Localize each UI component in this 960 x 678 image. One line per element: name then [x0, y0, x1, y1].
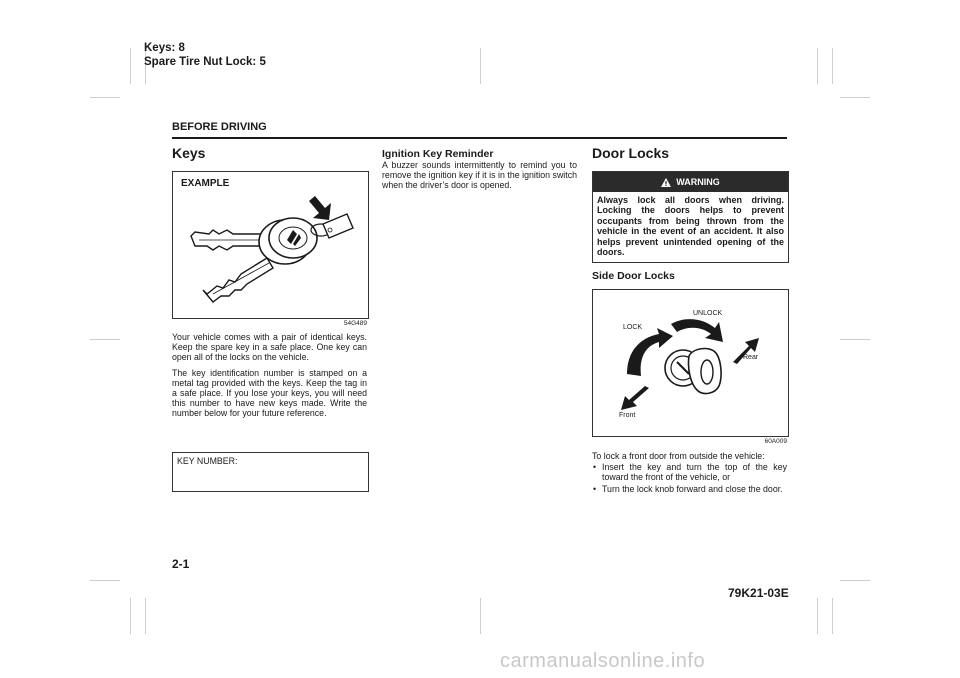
keys-figure-id: 54G489 — [343, 320, 367, 327]
side-door-locks-heading: Side Door Locks — [592, 270, 675, 282]
cross-reference-spare-tire: Spare Tire Nut Lock: 5 — [144, 56, 266, 68]
crop-mark — [145, 598, 146, 634]
crop-mark — [817, 48, 818, 84]
warning-triangle-icon — [661, 178, 671, 187]
crop-mark — [130, 48, 131, 84]
warning-title: WARNING — [676, 177, 720, 187]
crop-mark — [832, 48, 833, 84]
crop-mark — [130, 598, 131, 634]
crop-mark — [840, 97, 870, 98]
figure-label-example: EXAMPLE — [181, 178, 230, 189]
lock-label: LOCK — [623, 324, 643, 331]
list-item: • Insert the key and turn the top of the key toward the front of the vehicle, or — [592, 462, 787, 482]
crop-mark — [840, 339, 870, 340]
door-lock-figure — [592, 289, 789, 437]
list-item: • Turn the lock knob forward and close the door. — [592, 484, 787, 494]
page-number: 2-1 — [172, 557, 190, 571]
crop-mark — [90, 580, 120, 581]
crop-mark — [840, 580, 870, 581]
front-label: Front — [619, 412, 636, 419]
keys-column — [172, 145, 367, 161]
keys-paragraph-2: The key identification number is stamped on a metal tag provided with the keys. Keep the tag in a safe place. If you lose your keys, you will need this number to have new keys made. Write the number below for your future reference. — [172, 367, 367, 419]
crop-mark — [90, 97, 120, 98]
door-locks-heading: Door Locks — [592, 145, 670, 161]
header-rule — [172, 137, 787, 139]
warning-box — [592, 171, 789, 263]
cross-reference-note — [144, 41, 266, 69]
document-code: 79K21-03E — [728, 586, 789, 600]
keys-body — [172, 332, 367, 424]
key-illustration — [173, 172, 368, 318]
ignition-body: A buzzer sounds intermittently to remind you to remove the ignition key if it is in the ignition switch when the driver’s door is opened. — [382, 160, 577, 191]
warning-body: Always lock all doors when driving. Locking the doors helps to prevent occupants from being thrown from the vehicle in the event of an accident. It also helps prevent unintended opening of the doors. — [597, 195, 784, 258]
door-lock-instructions — [592, 451, 787, 495]
crop-mark — [480, 48, 481, 84]
key-number-label: KEY NUMBER: — [177, 456, 238, 466]
cross-reference-keys: Keys: 8 — [144, 42, 185, 54]
keys-heading: Keys — [172, 145, 206, 161]
warning-header — [593, 172, 788, 192]
crop-mark — [832, 598, 833, 634]
door-lock-figure-id: 60A009 — [764, 438, 787, 445]
section-title: BEFORE DRIVING — [172, 121, 267, 133]
ignition-heading: Ignition Key Reminder — [382, 148, 494, 160]
rear-label: Rear — [743, 354, 759, 361]
door-locks-column — [592, 145, 787, 161]
ignition-column — [382, 148, 577, 196]
key-number-box — [172, 452, 369, 492]
crop-mark — [90, 339, 120, 340]
keys-paragraph-1: Your vehicle comes with a pair of identical keys. Keep the spare key in a safe place. One key can open all of the locks on the vehicle. — [172, 332, 367, 363]
unlock-label: UNLOCK — [693, 310, 723, 317]
door-lock-steps — [592, 462, 787, 494]
crop-mark — [817, 598, 818, 634]
door-lock-intro: To lock a front door from outside the vehicle: — [592, 451, 765, 461]
crop-mark — [480, 598, 481, 634]
watermark: carmanualsonline.info — [500, 650, 706, 672]
keys-figure — [172, 171, 369, 319]
